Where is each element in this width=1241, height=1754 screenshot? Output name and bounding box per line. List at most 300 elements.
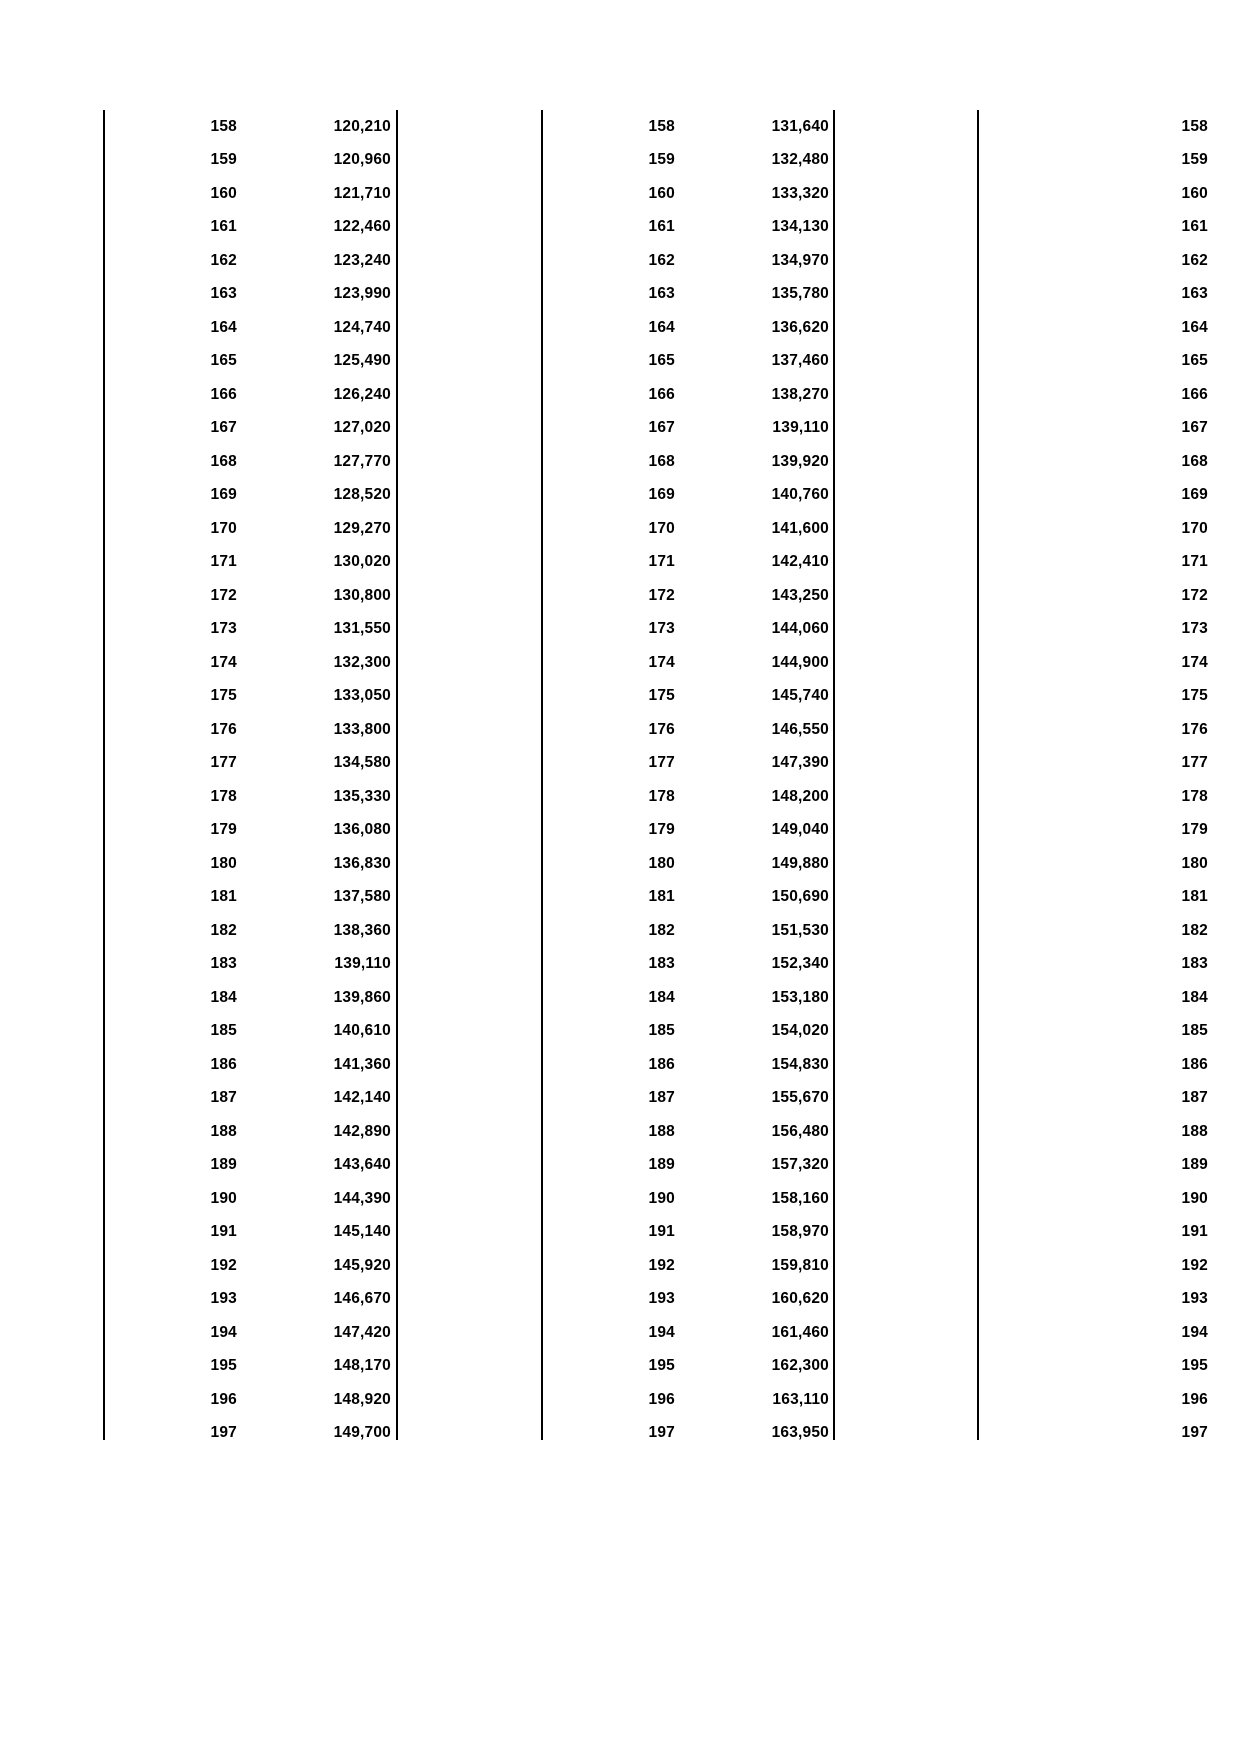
table-row <box>103 780 396 814</box>
table-row <box>977 512 1241 546</box>
row-value-cell: 125,490 <box>333 352 391 370</box>
table-row <box>977 1383 1241 1417</box>
row-value-cell: 134,130 <box>771 218 829 236</box>
row-index-cell: 172 <box>648 586 675 604</box>
row-index-cell: 182 <box>210 921 237 939</box>
table-row <box>541 1383 833 1417</box>
table-row <box>977 713 1241 747</box>
row-value-cell: 147,420 <box>333 1323 391 1341</box>
table-row <box>977 1149 1241 1183</box>
row-value-cell: 147,390 <box>771 754 829 772</box>
row-index-cell: 159 <box>648 151 675 169</box>
row-index-cell: 186 <box>648 1055 675 1073</box>
table-row <box>541 1216 833 1250</box>
row-index-cell: 192 <box>648 1256 675 1274</box>
row-index-cell: 195 <box>210 1357 237 1375</box>
row-index-cell: 172 <box>210 586 237 604</box>
row-index-cell: 158 <box>648 117 675 135</box>
table-row <box>977 1048 1241 1082</box>
table-row <box>103 445 396 479</box>
table-row <box>541 445 833 479</box>
row-value-cell: 134,970 <box>771 251 829 269</box>
row-value-cell: 136,620 <box>771 318 829 336</box>
table-row <box>103 1350 396 1384</box>
row-index-cell: 182 <box>648 921 675 939</box>
row-value-cell: 134,580 <box>333 754 391 772</box>
row-value-cell: 135,780 <box>771 285 829 303</box>
row-index-cell: 181 <box>1181 888 1208 906</box>
row-index-cell: 189 <box>210 1156 237 1174</box>
row-index-cell: 177 <box>1181 754 1208 772</box>
table-row <box>541 244 833 278</box>
row-value-cell: 148,170 <box>333 1357 391 1375</box>
row-value-cell: 122,460 <box>333 218 391 236</box>
row-index-cell: 162 <box>1181 251 1208 269</box>
row-index-cell: 197 <box>648 1424 675 1442</box>
table-row <box>103 1417 396 1451</box>
table-row <box>103 914 396 948</box>
row-value-cell: 158,160 <box>771 1189 829 1207</box>
row-index-cell: 176 <box>210 720 237 738</box>
table-row <box>541 1048 833 1082</box>
table-row <box>103 680 396 714</box>
row-index-cell: 193 <box>210 1290 237 1308</box>
table-row <box>977 345 1241 379</box>
table-row <box>541 1149 833 1183</box>
row-value-cell: 126,240 <box>333 385 391 403</box>
row-index-cell: 180 <box>648 854 675 872</box>
table-row <box>103 613 396 647</box>
row-index-cell: 197 <box>210 1424 237 1442</box>
row-index-cell: 173 <box>210 620 237 638</box>
table-row <box>103 814 396 848</box>
table-row <box>977 1082 1241 1116</box>
table-group-3 <box>977 110 1241 1440</box>
table-row <box>541 479 833 513</box>
table-row <box>103 847 396 881</box>
row-index-cell: 176 <box>1181 720 1208 738</box>
row-value-cell: 142,410 <box>771 553 829 571</box>
table-row <box>103 713 396 747</box>
table-row <box>103 981 396 1015</box>
row-index-cell: 194 <box>210 1323 237 1341</box>
row-index-cell: 171 <box>1181 553 1208 571</box>
table-row <box>977 479 1241 513</box>
table-row <box>103 948 396 982</box>
row-value-cell: 148,920 <box>333 1390 391 1408</box>
table-row <box>977 780 1241 814</box>
table-row <box>103 881 396 915</box>
table-row <box>541 713 833 747</box>
row-index-cell: 191 <box>210 1223 237 1241</box>
row-index-cell: 177 <box>210 754 237 772</box>
row-index-cell: 185 <box>210 1022 237 1040</box>
row-value-cell: 146,550 <box>771 720 829 738</box>
table-row <box>541 177 833 211</box>
table-row <box>977 680 1241 714</box>
row-index-cell: 163 <box>1181 285 1208 303</box>
row-index-cell: 197 <box>1181 1424 1208 1442</box>
row-value-cell: 120,960 <box>333 151 391 169</box>
table-row <box>977 110 1241 144</box>
row-value-cell: 153,180 <box>771 988 829 1006</box>
row-value-cell: 156,480 <box>771 1122 829 1140</box>
table-row <box>541 278 833 312</box>
table-row <box>103 1048 396 1082</box>
table-row <box>541 512 833 546</box>
row-value-cell: 137,580 <box>333 888 391 906</box>
row-index-cell: 184 <box>210 988 237 1006</box>
table-row <box>103 1383 396 1417</box>
table-row <box>541 680 833 714</box>
table-group-1 <box>103 110 396 1440</box>
row-value-cell: 133,800 <box>333 720 391 738</box>
table-row <box>541 981 833 1015</box>
table-row <box>103 311 396 345</box>
table-row <box>977 981 1241 1015</box>
row-value-cell: 145,740 <box>771 687 829 705</box>
table-row <box>103 1283 396 1317</box>
row-index-cell: 180 <box>1181 854 1208 872</box>
row-index-cell: 163 <box>210 285 237 303</box>
table-row <box>103 1216 396 1250</box>
row-value-cell: 136,830 <box>333 854 391 872</box>
row-value-cell: 155,670 <box>771 1089 829 1107</box>
row-index-cell: 189 <box>648 1156 675 1174</box>
table-row <box>977 646 1241 680</box>
table-row <box>541 814 833 848</box>
row-index-cell: 196 <box>210 1390 237 1408</box>
table-row <box>541 579 833 613</box>
row-index-cell: 183 <box>648 955 675 973</box>
table-row <box>541 1015 833 1049</box>
table-row <box>103 244 396 278</box>
row-value-cell: 148,200 <box>771 787 829 805</box>
table-row <box>977 1216 1241 1250</box>
row-index-cell: 174 <box>1181 653 1208 671</box>
row-value-cell: 161,460 <box>771 1323 829 1341</box>
row-index-cell: 164 <box>210 318 237 336</box>
row-index-cell: 190 <box>648 1189 675 1207</box>
row-index-cell: 161 <box>648 218 675 236</box>
row-index-cell: 183 <box>210 955 237 973</box>
row-index-cell: 181 <box>648 888 675 906</box>
table-row <box>541 1417 833 1451</box>
row-index-cell: 159 <box>210 151 237 169</box>
table-row <box>977 1015 1241 1049</box>
table-row <box>103 579 396 613</box>
row-value-cell: 130,800 <box>333 586 391 604</box>
row-index-cell: 193 <box>648 1290 675 1308</box>
table-row <box>541 211 833 245</box>
row-index-cell: 188 <box>648 1122 675 1140</box>
row-index-cell: 170 <box>210 519 237 537</box>
table-row <box>977 445 1241 479</box>
row-value-cell: 132,300 <box>333 653 391 671</box>
row-index-cell: 167 <box>210 419 237 437</box>
row-index-cell: 165 <box>210 352 237 370</box>
row-index-cell: 194 <box>1181 1323 1208 1341</box>
row-value-cell: 123,240 <box>333 251 391 269</box>
row-index-cell: 179 <box>1181 821 1208 839</box>
table-row <box>541 412 833 446</box>
table-row <box>541 780 833 814</box>
row-value-cell: 144,060 <box>771 620 829 638</box>
row-value-cell: 160,620 <box>771 1290 829 1308</box>
row-value-cell: 131,550 <box>333 620 391 638</box>
row-value-cell: 162,300 <box>771 1357 829 1375</box>
row-value-cell: 143,250 <box>771 586 829 604</box>
row-value-cell: 123,990 <box>333 285 391 303</box>
row-value-cell: 150,690 <box>771 888 829 906</box>
row-index-cell: 168 <box>210 452 237 470</box>
row-value-cell: 144,390 <box>333 1189 391 1207</box>
row-value-cell: 141,600 <box>771 519 829 537</box>
row-index-cell: 160 <box>648 184 675 202</box>
row-value-cell: 135,330 <box>333 787 391 805</box>
column-rule-1 <box>396 110 398 1440</box>
row-index-cell: 188 <box>1181 1122 1208 1140</box>
table-row <box>103 412 396 446</box>
table-row <box>977 814 1241 848</box>
row-value-cell: 149,700 <box>333 1424 391 1442</box>
row-index-cell: 173 <box>648 620 675 638</box>
row-index-cell: 164 <box>1181 318 1208 336</box>
row-value-cell: 131,640 <box>771 117 829 135</box>
row-index-cell: 189 <box>1181 1156 1208 1174</box>
row-index-cell: 177 <box>648 754 675 772</box>
row-index-cell: 191 <box>1181 1223 1208 1241</box>
table-row <box>977 412 1241 446</box>
table-row <box>541 1182 833 1216</box>
row-index-cell: 187 <box>210 1089 237 1107</box>
row-index-cell: 185 <box>1181 1022 1208 1040</box>
row-index-cell: 160 <box>210 184 237 202</box>
row-value-cell: 130,020 <box>333 553 391 571</box>
row-index-cell: 175 <box>1181 687 1208 705</box>
table-row <box>103 1115 396 1149</box>
row-index-cell: 169 <box>648 486 675 504</box>
row-value-cell: 141,360 <box>333 1055 391 1073</box>
row-index-cell: 186 <box>1181 1055 1208 1073</box>
row-index-cell: 178 <box>210 787 237 805</box>
row-value-cell: 132,480 <box>771 151 829 169</box>
table-row <box>541 1316 833 1350</box>
table-row <box>977 948 1241 982</box>
table-row <box>977 1417 1241 1451</box>
table-row <box>541 110 833 144</box>
table-row <box>103 110 396 144</box>
table-row <box>103 1149 396 1183</box>
row-index-cell: 173 <box>1181 620 1208 638</box>
row-index-cell: 192 <box>210 1256 237 1274</box>
row-value-cell: 149,880 <box>771 854 829 872</box>
row-value-cell: 128,520 <box>333 486 391 504</box>
table-row <box>541 1350 833 1384</box>
row-value-cell: 145,920 <box>333 1256 391 1274</box>
row-index-cell: 195 <box>648 1357 675 1375</box>
table-row <box>541 144 833 178</box>
row-value-cell: 140,760 <box>771 486 829 504</box>
row-index-cell: 171 <box>648 553 675 571</box>
table-row <box>977 1283 1241 1317</box>
row-index-cell: 194 <box>648 1323 675 1341</box>
row-value-cell: 133,320 <box>771 184 829 202</box>
table-row <box>103 1015 396 1049</box>
row-value-cell: 158,970 <box>771 1223 829 1241</box>
row-value-cell: 133,050 <box>333 687 391 705</box>
row-value-cell: 163,110 <box>772 1390 829 1408</box>
row-index-cell: 178 <box>1181 787 1208 805</box>
row-value-cell: 142,890 <box>333 1122 391 1140</box>
table-row <box>103 646 396 680</box>
row-index-cell: 168 <box>1181 452 1208 470</box>
table-row <box>977 177 1241 211</box>
row-value-cell: 121,710 <box>333 184 391 202</box>
row-index-cell: 191 <box>648 1223 675 1241</box>
table-row <box>103 546 396 580</box>
row-index-cell: 175 <box>210 687 237 705</box>
table-row <box>103 479 396 513</box>
table-row <box>103 1249 396 1283</box>
table-row <box>541 847 833 881</box>
row-index-cell: 190 <box>210 1189 237 1207</box>
row-index-cell: 166 <box>1181 385 1208 403</box>
table-row <box>103 1316 396 1350</box>
table-row <box>103 378 396 412</box>
row-index-cell: 166 <box>648 385 675 403</box>
row-value-cell: 145,140 <box>333 1223 391 1241</box>
row-index-cell: 158 <box>1181 117 1208 135</box>
row-value-cell: 138,360 <box>333 921 391 939</box>
table-row <box>977 244 1241 278</box>
row-index-cell: 169 <box>1181 486 1208 504</box>
row-index-cell: 178 <box>648 787 675 805</box>
row-index-cell: 161 <box>210 218 237 236</box>
row-value-cell: 149,040 <box>771 821 829 839</box>
row-index-cell: 171 <box>210 553 237 571</box>
table-row <box>977 378 1241 412</box>
row-index-cell: 158 <box>210 117 237 135</box>
row-index-cell: 160 <box>1181 184 1208 202</box>
row-value-cell: 124,740 <box>333 318 391 336</box>
row-value-cell: 142,140 <box>333 1089 391 1107</box>
row-value-cell: 144,900 <box>771 653 829 671</box>
row-index-cell: 193 <box>1181 1290 1208 1308</box>
row-index-cell: 166 <box>210 385 237 403</box>
row-value-cell: 139,860 <box>333 988 391 1006</box>
row-index-cell: 181 <box>210 888 237 906</box>
row-value-cell: 152,340 <box>771 955 829 973</box>
row-index-cell: 188 <box>210 1122 237 1140</box>
table-row <box>541 1249 833 1283</box>
table-row <box>541 747 833 781</box>
table-row <box>541 345 833 379</box>
table-row <box>541 948 833 982</box>
table-row <box>103 747 396 781</box>
row-value-cell: 146,670 <box>333 1290 391 1308</box>
row-index-cell: 196 <box>1181 1390 1208 1408</box>
row-value-cell: 129,270 <box>333 519 391 537</box>
row-index-cell: 163 <box>648 285 675 303</box>
table-row <box>541 1283 833 1317</box>
table-row <box>977 1115 1241 1149</box>
table-row <box>541 1082 833 1116</box>
row-index-cell: 162 <box>648 251 675 269</box>
row-value-cell: 163,950 <box>771 1424 829 1442</box>
row-index-cell: 168 <box>648 452 675 470</box>
row-value-cell: 127,020 <box>333 419 391 437</box>
row-index-cell: 167 <box>648 419 675 437</box>
row-index-cell: 170 <box>1181 519 1208 537</box>
row-index-cell: 180 <box>210 854 237 872</box>
table-row <box>103 1082 396 1116</box>
row-index-cell: 164 <box>648 318 675 336</box>
row-index-cell: 169 <box>210 486 237 504</box>
row-index-cell: 170 <box>648 519 675 537</box>
row-value-cell: 120,210 <box>333 117 391 135</box>
row-index-cell: 161 <box>1181 218 1208 236</box>
row-index-cell: 167 <box>1181 419 1208 437</box>
table-row <box>977 278 1241 312</box>
table-row <box>103 512 396 546</box>
row-index-cell: 165 <box>1181 352 1208 370</box>
table-row <box>977 847 1241 881</box>
row-value-cell: 154,020 <box>771 1022 829 1040</box>
row-index-cell: 196 <box>648 1390 675 1408</box>
row-index-cell: 162 <box>210 251 237 269</box>
table-row <box>103 278 396 312</box>
table-group-2 <box>541 110 833 1440</box>
table-row <box>977 579 1241 613</box>
row-index-cell: 185 <box>648 1022 675 1040</box>
table-row <box>541 914 833 948</box>
row-value-cell: 138,270 <box>771 385 829 403</box>
table-row <box>977 311 1241 345</box>
row-value-cell: 154,830 <box>771 1055 829 1073</box>
row-index-cell: 192 <box>1181 1256 1208 1274</box>
row-index-cell: 187 <box>1181 1089 1208 1107</box>
table-row <box>103 177 396 211</box>
row-index-cell: 175 <box>648 687 675 705</box>
table-row <box>103 211 396 245</box>
row-index-cell: 172 <box>1181 586 1208 604</box>
row-index-cell: 183 <box>1181 955 1208 973</box>
table-row <box>541 881 833 915</box>
row-index-cell: 165 <box>648 352 675 370</box>
table-row <box>541 646 833 680</box>
row-value-cell: 127,770 <box>333 452 391 470</box>
table-row <box>977 144 1241 178</box>
row-index-cell: 187 <box>648 1089 675 1107</box>
table-row <box>977 1316 1241 1350</box>
table-row <box>541 311 833 345</box>
row-index-cell: 186 <box>210 1055 237 1073</box>
row-value-cell: 159,810 <box>771 1256 829 1274</box>
row-index-cell: 174 <box>648 653 675 671</box>
column-rule-3 <box>833 110 835 1440</box>
row-value-cell: 157,320 <box>771 1156 829 1174</box>
row-value-cell: 136,080 <box>333 821 391 839</box>
table-row <box>977 1350 1241 1384</box>
row-value-cell: 140,610 <box>333 1022 391 1040</box>
table-row <box>541 546 833 580</box>
row-value-cell: 139,110 <box>772 419 829 437</box>
table-row <box>977 211 1241 245</box>
table-row <box>977 881 1241 915</box>
table-row <box>977 747 1241 781</box>
row-value-cell: 137,460 <box>771 352 829 370</box>
